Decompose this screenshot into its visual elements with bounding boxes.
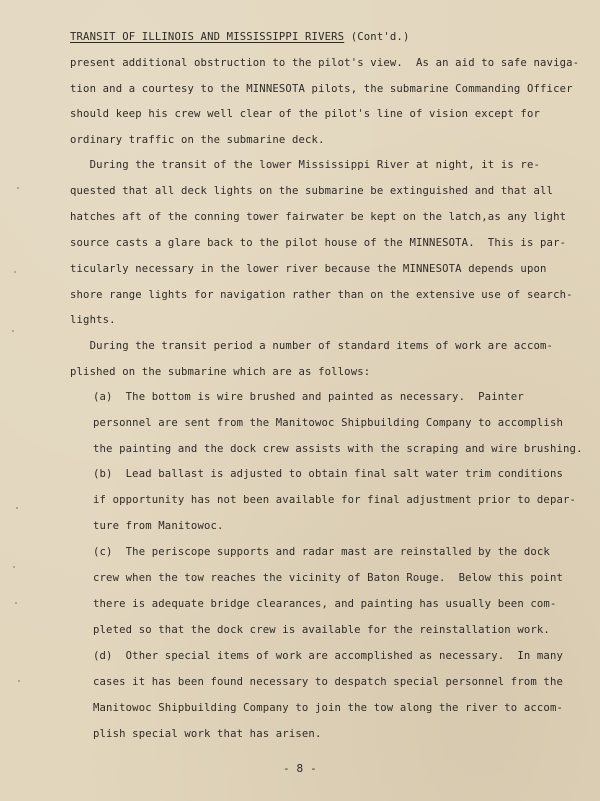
text-line: During the transit of the lower Mississippi River at night, it is re- [70,159,541,171]
scan-speck [14,271,16,273]
list-item-line: (c) The periscope supports and radar mast are reinstalled by the dock [93,546,550,558]
text-line: shore range lights for navigation rather than on the extensive use of search- [70,289,573,301]
text-line: During the transit period a number of standard items of work are accom- [70,340,554,352]
scan-speck [15,602,17,604]
text-line: plished on the submarine which are as follows: [70,366,371,378]
text-line: ordinary traffic on the submarine deck. [70,134,325,146]
scan-speck [12,330,14,332]
section-heading [70,31,409,44]
text-line: source casts a glare back to the pilot house of the MINNESOTA. This is par- [70,237,567,249]
list-item-line: personnel are sent from the Manitowoc Shipbuilding Company to accomplish [93,417,564,429]
scan-speck [16,507,18,509]
heading-title: TRANSIT OF ILLINOIS AND MISSISSIPPI RIVERS [70,31,345,43]
scan-speck [17,187,19,189]
list-item-line: pleted so that the dock crew is available for the reinstallation work. [93,624,550,636]
text-line: present additional obstruction to the pilot's view. As an aid to safe naviga- [70,57,580,69]
list-item-line: crew when the tow reaches the vicinity of Baton Rouge. Below this point [93,572,564,584]
scan-speck [18,680,20,682]
page-number: - 8 - [283,762,317,775]
list-item-line: cases it has been found necessary to despatch special personnel from the [93,676,564,688]
text-line: lights. [70,314,116,326]
list-item-line: there is adequate bridge clearances, and painting has usually been com- [93,598,557,610]
text-line: quested that all deck lights on the submarine be extinguished and that all [70,185,554,197]
list-item-line: (b) Lead ballast is adjusted to obtain final salt water trim conditions [93,468,564,480]
list-item-line: (d) Other special items of work are accomplished as necessary. In many [93,650,564,662]
text-line: hatches aft of the conning tower fairwater be kept on the latch,as any light [70,211,567,223]
list-item-line: the painting and the dock crew assists with the scraping and wire brushing. [93,443,583,455]
list-item-line: if opportunity has not been available for final adjustment prior to depar- [93,494,577,506]
scan-speck [13,566,15,568]
list-item-line: (a) The bottom is wire brushed and painted as necessary. Painter [93,391,524,403]
text-line: tion and a courtesy to the MINNESOTA pilots, the submarine Commanding Officer [70,83,573,95]
list-item-line: plish special work that has arisen. [93,728,322,740]
list-item-line: ture from Manitowoc. [93,520,224,532]
text-line: ticularly necessary in the lower river because the MINNESOTA depends upon [70,263,547,275]
text-line: should keep his crew well clear of the pilot's line of vision except for [70,108,541,120]
heading-continued: (Cont'd.) [344,31,410,43]
list-item-line: Manitowoc Shipbuilding Company to join the tow along the river to accom- [93,702,564,714]
